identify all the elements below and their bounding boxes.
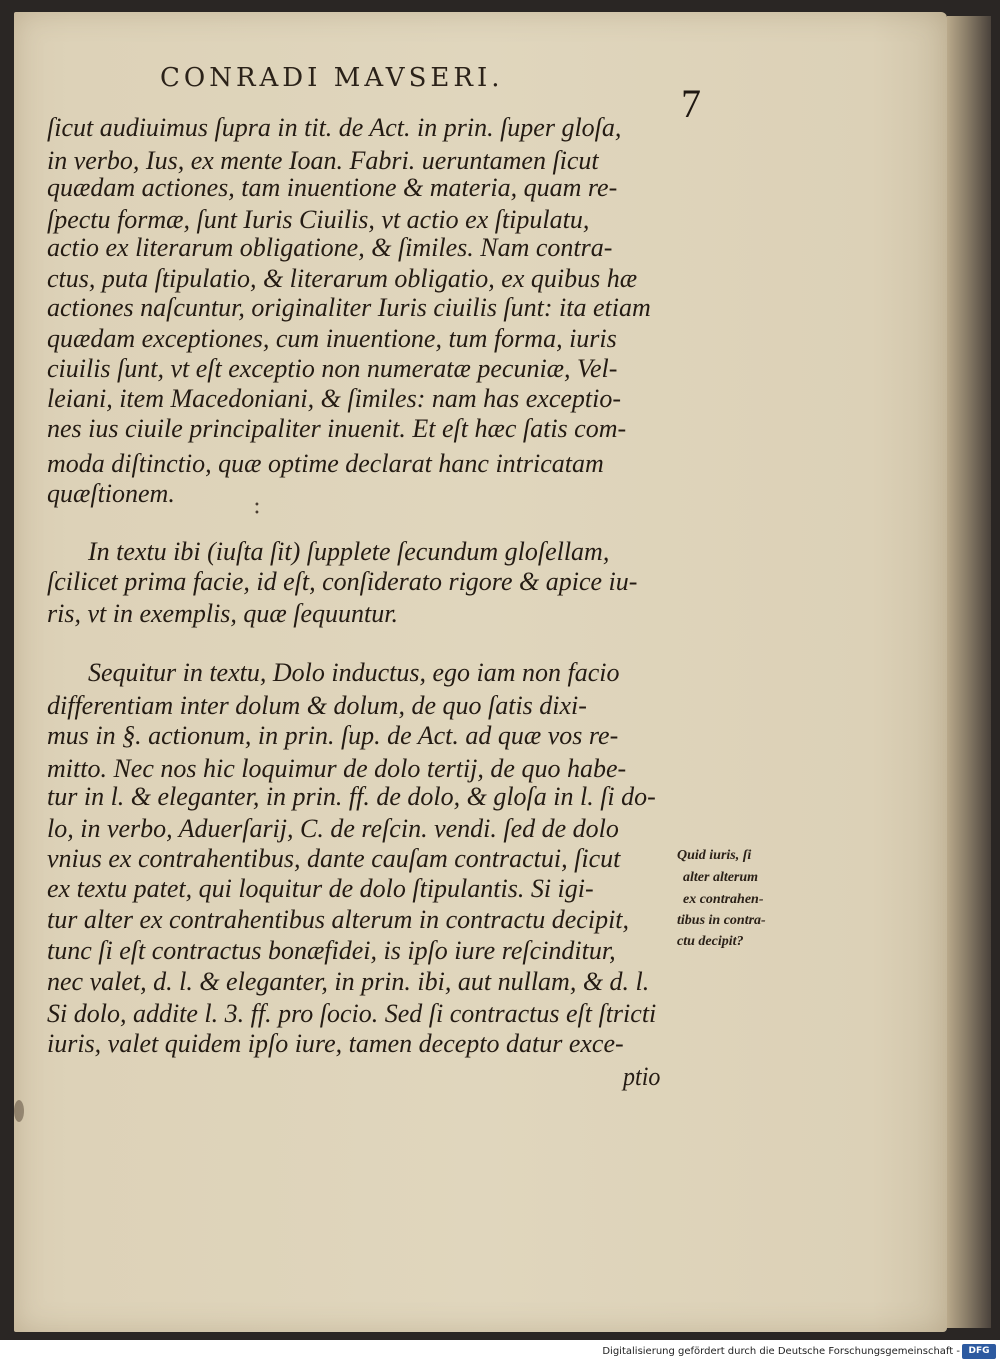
body-line: tur in l. & eleganter, in prin. ff. de dolo, & gloſa in l. ſi do- bbox=[47, 782, 656, 811]
body-line: quæſtionem. bbox=[47, 479, 175, 508]
body-line: Sequitur in textu, Dolo inductus, ego iam non facio bbox=[88, 658, 620, 687]
body-line: ſcilicet prima facie, id eſt, conſiderato rigore & apice iu- bbox=[47, 567, 638, 596]
body-line: iuris, valet quidem ipſo iure, tamen decepto datur exce- bbox=[47, 1029, 624, 1058]
body-line: tunc ſi eſt contractus bonæfidei, is ipſo iure reſcinditur, bbox=[47, 936, 616, 965]
body-line: ſicut audiuimus ſupra in tit. de Act. in prin. ſuper gloſa, bbox=[47, 113, 622, 142]
running-head: CONRADI MAVSERI. bbox=[160, 63, 504, 93]
body-line: leiani, item Macedoniani, & ſimiles: nam has exceptio- bbox=[47, 384, 622, 413]
marginal-note-line: tibus in contra- bbox=[677, 913, 766, 928]
body-line: ctus, puta ſtipulatio, & literarum obligatio, ex quibus hæ bbox=[47, 264, 638, 293]
marginal-note-line: ex contrahen- bbox=[683, 892, 764, 907]
body-line: ſpectu formæ, ſunt Iuris Ciuilis, vt actio ex ſtipulatu, bbox=[47, 205, 590, 234]
digitization-credit: Digitalisierung gefördert durch die Deutsche Forschungsgemeinschaft - bbox=[602, 1346, 960, 1357]
dfg-logo: DFG bbox=[962, 1344, 996, 1359]
body-line: nec valet, d. l. & eleganter, in prin. ibi, aut nullam, & d. l. bbox=[47, 967, 650, 996]
body-line: ex textu patet, qui loquitur de dolo ſtipulantis. Si igi- bbox=[47, 874, 594, 903]
body-line: mus in §. actionum, in prin. ſup. de Act. ad quæ vos re- bbox=[47, 721, 619, 750]
body-line: mitto. Nec nos hic loquimur de dolo tertij, de quo habe- bbox=[47, 754, 627, 783]
body-line: In textu ibi (iuſta ſit) ſupplete ſecundum gloſellam, bbox=[88, 537, 610, 566]
marginal-note-line: ctu decipit? bbox=[677, 934, 744, 949]
body-line: quædam actiones, tam inuentione & materia, quam re- bbox=[47, 173, 618, 202]
marginal-note-line: alter alterum bbox=[683, 870, 759, 885]
page-number: 7 bbox=[681, 81, 701, 126]
body-line: ciuilis ſunt, vt eſt exceptio non numeratæ pecuniæ, Vel- bbox=[47, 354, 618, 383]
body-line: vnius ex contrahentibus, dante cauſam contractui, ſicut bbox=[47, 844, 621, 873]
body-line: differentiam inter dolum & dolum, de quo ſatis dixi- bbox=[47, 691, 587, 720]
body-line: tur alter ex contrahentibus alterum in contractu decipit, bbox=[47, 905, 630, 934]
body-line: in verbo, Ius, ex mente Ioan. Fabri. ueruntamen ſicut bbox=[47, 146, 599, 175]
body-line: actio ex literarum obligatione, & ſimiles. Nam contra- bbox=[47, 233, 613, 262]
body-line: Si dolo, addite l. 3. ff. pro ſocio. Sed ſi contractus eſt ſtricti bbox=[47, 999, 657, 1028]
catchword: ptio bbox=[623, 1062, 661, 1091]
marginal-note-line: Quid iuris, ſi bbox=[677, 848, 752, 863]
body-line: lo, in verbo, Aduerſarij, C. de reſcin. vendi. ſed de dolo bbox=[47, 814, 619, 843]
body-line: ris, vt in exemplis, quæ ſequuntur. bbox=[47, 599, 398, 628]
ink-mark: • • bbox=[254, 500, 260, 519]
body-line: quædam exceptiones, cum inuentione, tum forma, iuris bbox=[47, 324, 617, 353]
paper-stain bbox=[14, 1100, 24, 1122]
body-line: moda diſtinctio, quæ optime declarat hanc intricatam bbox=[47, 449, 604, 478]
body-line: actiones naſcuntur, originaliter Iuris ciuilis ſunt: ita etiam bbox=[47, 293, 651, 322]
page-fore-edge bbox=[947, 16, 991, 1328]
body-line: nes ius ciuile principaliter inuenit. Et eſt hæc ſatis com- bbox=[47, 414, 627, 443]
